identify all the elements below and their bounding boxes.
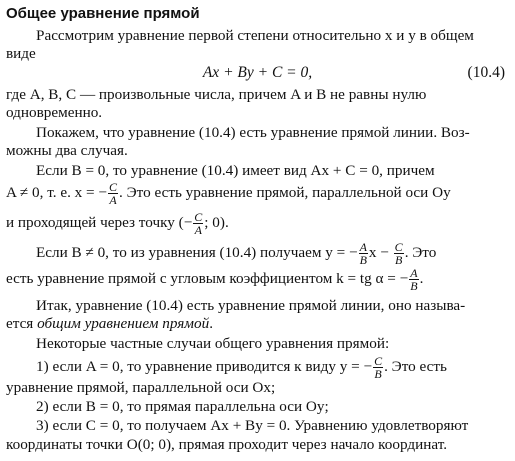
fraction-numerator: A — [359, 240, 367, 254]
paragraph-line: одновременно. — [6, 104, 103, 121]
fraction — [394, 241, 404, 266]
equation-text: Ax + By + C = 0, — [202, 64, 313, 81]
text-run: x − — [368, 243, 389, 261]
fraction — [359, 241, 368, 266]
paragraph-line: Покажем, что уравнение (10.4) есть уравнение прямой линии. Воз- — [36, 124, 470, 141]
text-run: . — [209, 315, 213, 332]
text-run: 1) если A = 0, то уравнение приводится к виду y = − — [36, 357, 373, 375]
emphasized-term: общим уравнением прямой — [37, 315, 210, 332]
paragraph-line: Рассмотрим уравнение первой степени относительно x и y в общем — [36, 27, 474, 44]
list-item-line: 3) если C = 0, то получаем Ax + By = 0. Уравнению удовлетворяют — [36, 417, 469, 434]
point-open: (− — [178, 213, 193, 231]
text-run: есть уравнение прямой с угловым коэффициентом k = tg α = − — [6, 269, 409, 287]
paragraph-line: Некоторые частные случаи общего уравнения прямой: — [36, 335, 390, 352]
paragraph-line: виде — [6, 45, 36, 62]
fraction-denominator: A — [194, 223, 202, 237]
fraction-denominator: B — [374, 367, 382, 381]
text-run: . Это — [404, 243, 437, 261]
fraction-numerator: A — [410, 266, 418, 280]
text-run: A ≠ 0, т. е. x = − — [6, 183, 107, 201]
paragraph-line-with-point — [6, 211, 509, 236]
point-close: ; 0). — [204, 213, 229, 231]
equation-number: (10.4) — [467, 64, 505, 81]
text-run: . — [419, 269, 424, 287]
paragraph-line-with-fraction — [6, 181, 509, 206]
paragraph-line: Если B = 0, то уравнение (10.4) имеет вид Ax + C = 0, причем — [36, 162, 435, 179]
fraction — [409, 267, 418, 292]
fraction-denominator: B — [359, 253, 367, 267]
fraction — [108, 181, 118, 206]
fraction-denominator: A — [109, 193, 117, 207]
fraction-numerator: C — [194, 210, 203, 224]
paragraph-line: где A, B, C — произвольные числа, причем A и B не равны нулю — [6, 86, 427, 103]
fraction-numerator: C — [109, 180, 118, 194]
fraction-numerator: C — [394, 240, 403, 254]
text-run: и проходящей через точку — [6, 213, 175, 231]
fraction-denominator: B — [410, 279, 418, 293]
list-item-line: координаты точки O(0; 0), прямая проходит через начало координат. — [6, 436, 447, 453]
list-item-line: 2) если B = 0, то прямая параллельна оси Oy; — [36, 398, 329, 415]
fraction-numerator: C — [374, 354, 383, 368]
text-run: Если B ≠ 0, то из уравнения (10.4) получаем y = − — [36, 243, 358, 261]
fraction — [373, 355, 383, 380]
text-run: . Это есть уравнение прямой, параллельной оси Oy — [119, 183, 451, 201]
text-run: . Это есть — [384, 357, 447, 375]
section-heading: Общее уравнение прямой — [6, 5, 200, 22]
list-item-line-with-fraction — [6, 355, 509, 380]
text-run: ется — [6, 315, 34, 332]
fraction-denominator: B — [395, 253, 403, 267]
fraction — [193, 211, 203, 236]
paragraph-line-with-emphasis — [6, 315, 509, 333]
paragraph-line-with-fractions — [6, 241, 509, 266]
paragraph-line: можны два случая. — [6, 142, 128, 159]
paragraph-line-with-fraction — [6, 267, 509, 292]
list-item-line: уравнение прямой, параллельной оси Ox; — [6, 379, 276, 396]
paragraph-line: Итак, уравнение (10.4) есть уравнение прямой линии, оно называ- — [36, 297, 466, 314]
